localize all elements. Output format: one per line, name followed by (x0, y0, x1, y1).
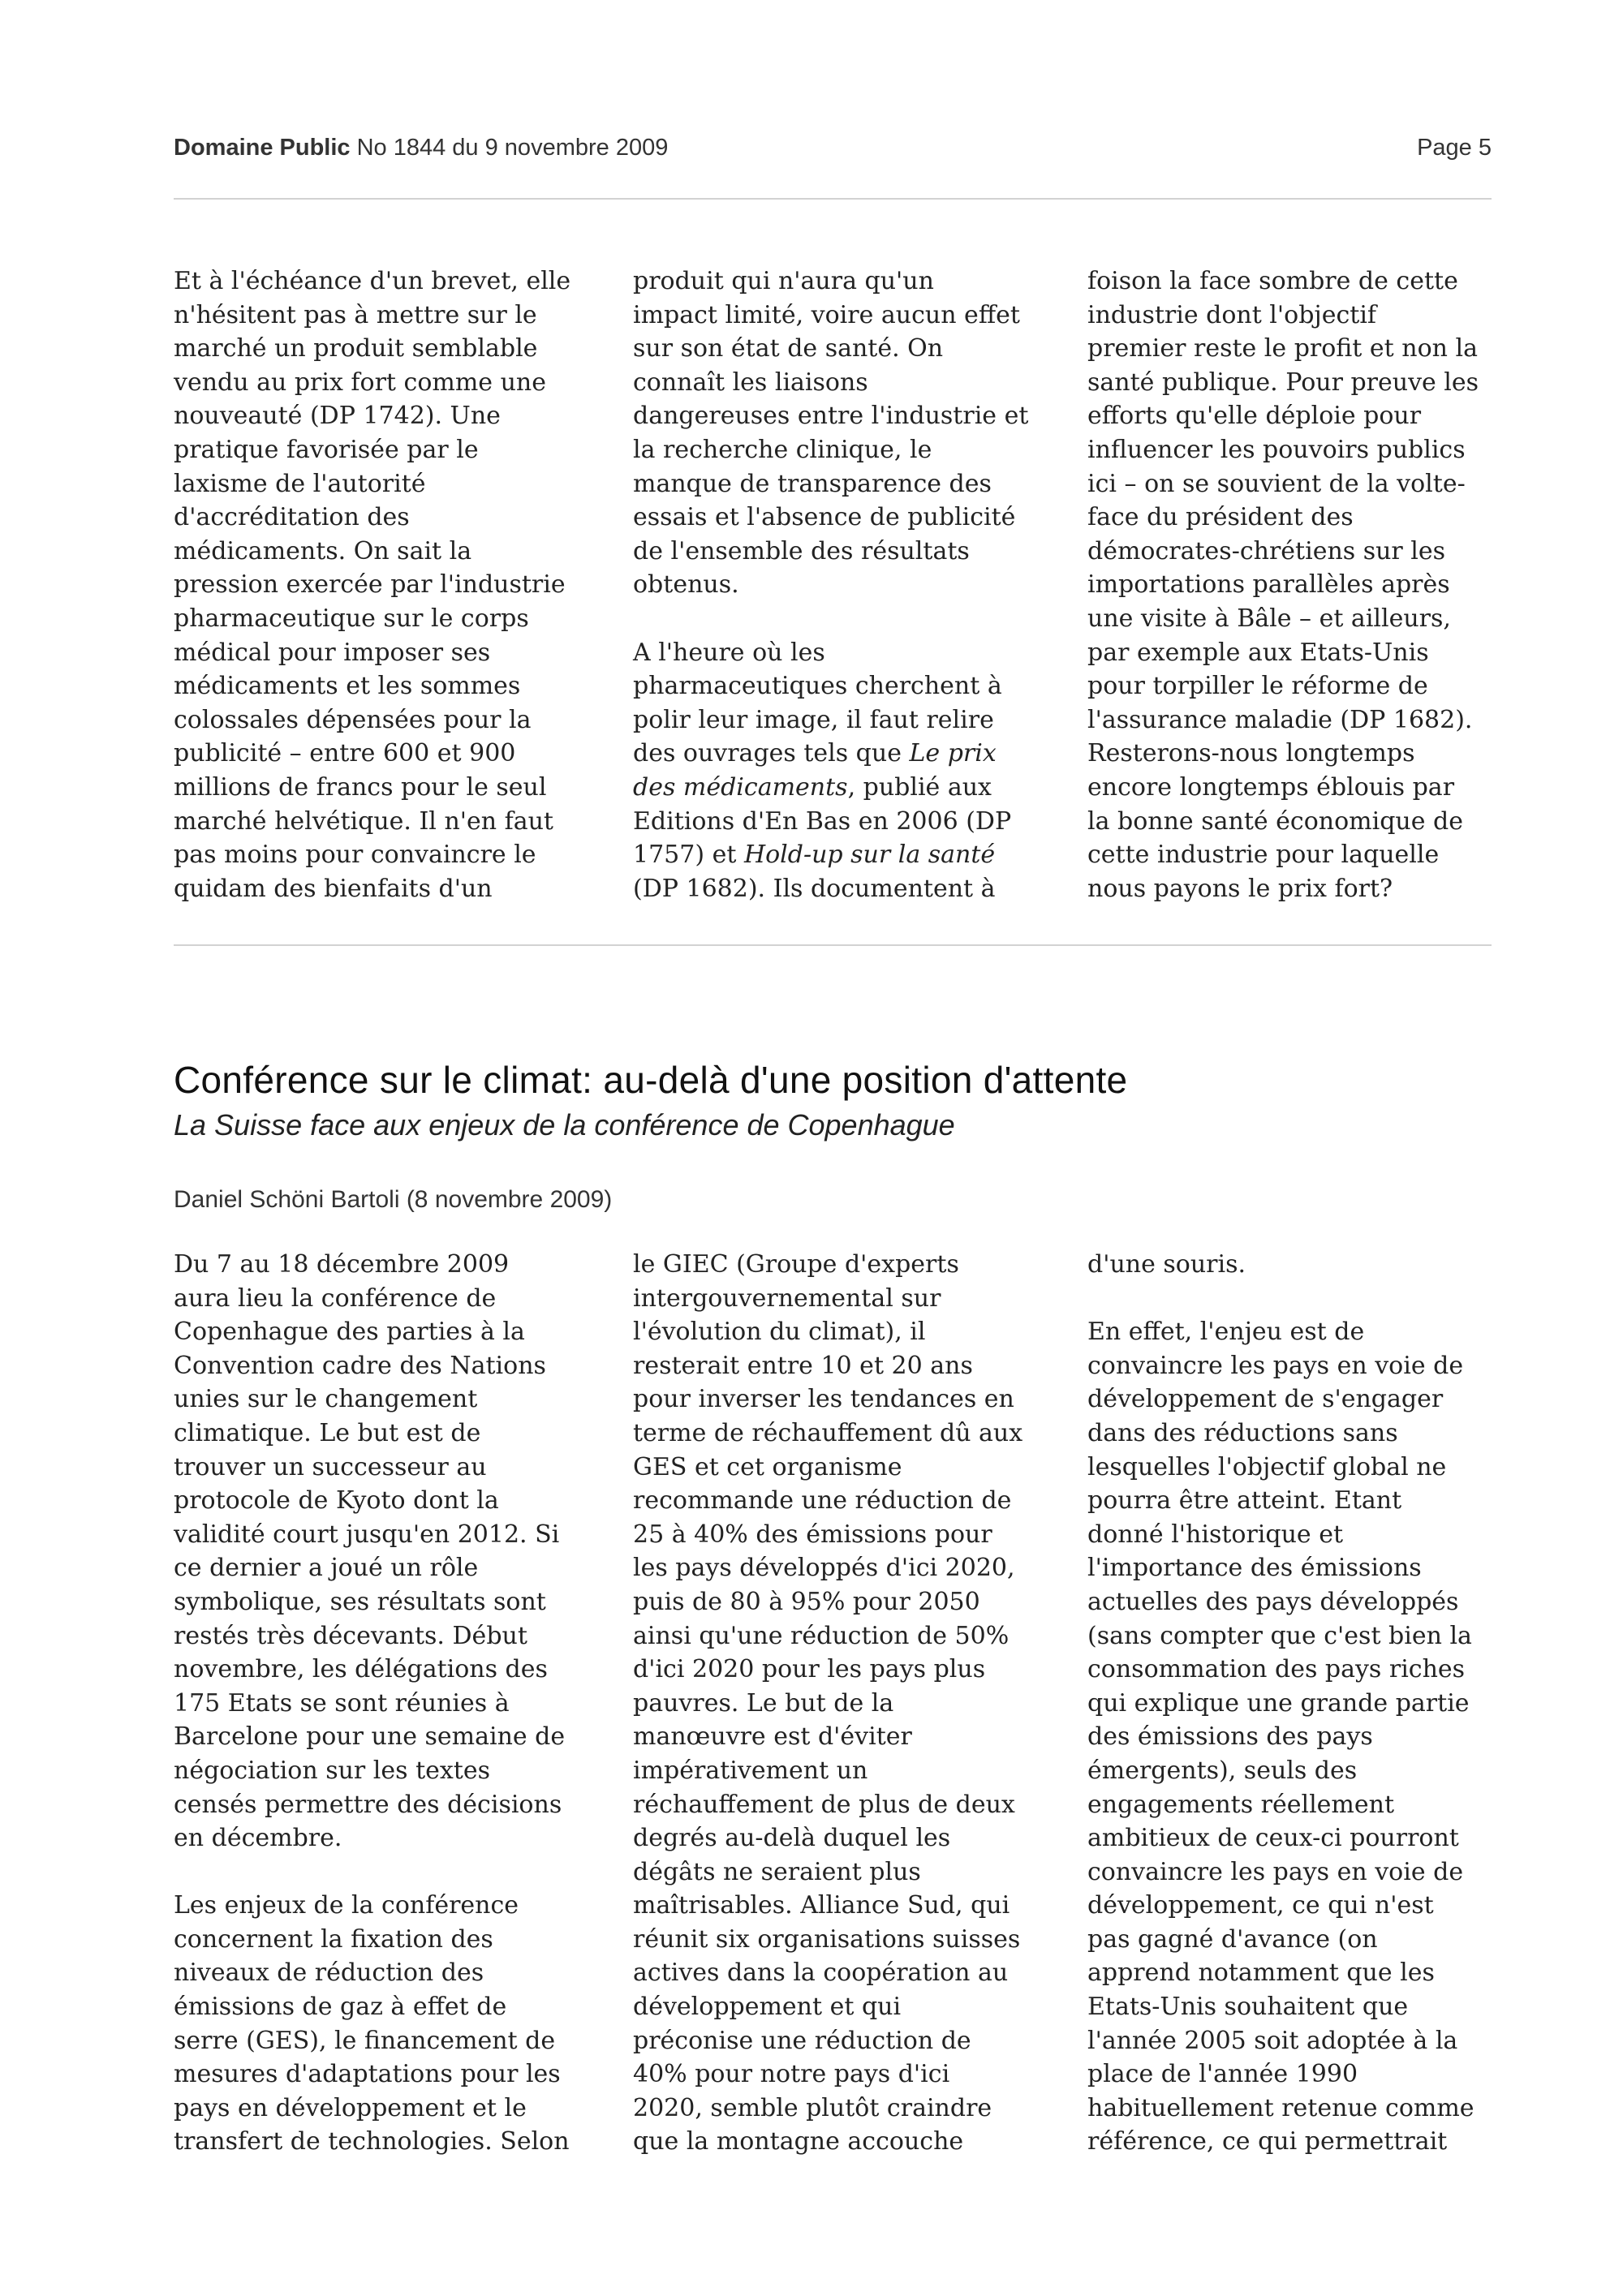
text-line: ambitieux de ceux-ci pourront (1087, 1824, 1459, 1853)
text-line: influencer les pouvoirs publics (1087, 435, 1466, 464)
text-line: censés permettre des décisions (174, 1790, 562, 1819)
text-line: efforts qu'elle déploie pour (1087, 402, 1422, 431)
text-line: face du président des (1087, 503, 1354, 532)
text-line: millions de francs pour le seul (174, 772, 547, 802)
text-line: nous payons le prix fort? (1087, 874, 1393, 903)
text-line: pas gagné d'avance (on (1087, 1924, 1378, 1954)
text-line: impérativement un (633, 1756, 868, 1785)
text-line: d'ici 2020 pour les pays plus (633, 1655, 986, 1684)
book-title: Hold-up sur la santé (743, 841, 996, 870)
text-line: pauvres. Le but de la (633, 1688, 894, 1718)
paragraph (174, 1248, 596, 1855)
article-subtitle: La Suisse face aux enjeux de la conférence de Copenhague (174, 1108, 955, 1142)
paragraph (174, 264, 596, 905)
text-line: trouver un successeur au (174, 1452, 487, 1481)
page-number: Page 5 (1417, 135, 1492, 161)
text-line: qui explique une grande partie (1087, 1688, 1470, 1718)
text-line: Copenhague des parties à la (174, 1318, 525, 1347)
text-line: degrés au-delà duquel les (633, 1824, 951, 1853)
text-line: médicaments. On sait la (174, 536, 472, 565)
text-line: démocrates-chrétiens sur les (1087, 536, 1446, 565)
text-line: vendu au prix fort comme une (174, 368, 546, 397)
paragraph (1087, 1315, 1509, 2159)
text-line: ainsi qu'une réduction de 50% (633, 1621, 1010, 1650)
text-line: mesures d'adaptations pour les (174, 2060, 561, 2089)
text-line: novembre, les délégations des (174, 1655, 548, 1684)
text-line: de l'ensemble des résultats (633, 536, 970, 565)
text-line: dégâts ne seraient plus (633, 1857, 921, 1886)
text-line: par exemple aux Etats-Unis (1087, 638, 1429, 667)
text-line: développement et qui (633, 1993, 902, 2022)
text-line: référence, ce qui permettrait (1087, 2127, 1448, 2156)
text-line: santé publique. Pour preuve les (1087, 368, 1479, 397)
paragraph (1087, 264, 1509, 905)
text-line: pourra être atteint. Etant (1087, 1486, 1402, 1516)
book-title: des médicaments (633, 772, 848, 802)
text-line: 25 à 40% des émissions pour (633, 1520, 992, 1549)
text-line: 175 Etats se sont réunies à (174, 1688, 510, 1718)
text-line: la recherche clinique, le (633, 435, 932, 464)
text-line: que la montagne accouche (633, 2127, 964, 2156)
text-line: quidam des bienfaits d'un (174, 874, 493, 903)
text-line: nouveauté (DP 1742). Une (174, 402, 501, 431)
text-line: actuelles des pays développés (1087, 1587, 1459, 1616)
page-header (174, 135, 1492, 167)
text-line: terme de réchauffement dû aux (633, 1418, 1023, 1447)
text-line: niveaux de réduction des (174, 1958, 484, 1988)
issue-info: No 1844 du 9 novembre 2009 (356, 135, 669, 161)
text-line: protocole de Kyoto dont la (174, 1486, 499, 1516)
text-line: convaincre les pays en voie de (1087, 1351, 1464, 1380)
text-line: réchauffement de plus de deux (633, 1790, 1015, 1819)
text-line: premier reste le profit et non la (1087, 334, 1478, 363)
text-line: industrie dont l'objectif (1087, 300, 1377, 329)
article-title: Conférence sur le climat: au-delà d'une position d'attente (174, 1059, 1128, 1101)
text-line: les pays développés d'ici 2020, (633, 1554, 1015, 1583)
text-line: unies sur le changement (174, 1385, 478, 1414)
text-line: Et à l'échéance d'un brevet, elle (174, 267, 571, 295)
article-column-1 (174, 1248, 596, 2159)
continued-column-1 (174, 264, 596, 905)
text-line: d'une souris. (1087, 1250, 1246, 1279)
text-line: développement, ce qui n'est (1087, 1891, 1434, 1920)
continued-column-3 (1087, 264, 1509, 905)
text-line: pas moins pour convaincre le (174, 841, 536, 870)
text-line: encore longtemps éblouis par (1087, 772, 1455, 802)
text-line: essais et l'absence de publicité (633, 503, 1016, 532)
text-line: négociation sur les textes (174, 1756, 490, 1785)
text-line: maîtrisables. Alliance Sud, qui (633, 1891, 1010, 1920)
text-line: marché un produit semblable (174, 334, 538, 363)
paragraph (633, 1248, 1055, 2159)
paragraph (633, 264, 1055, 602)
text-line: Convention cadre des Nations (174, 1351, 546, 1380)
text-line: actives dans la coopération au (633, 1958, 1009, 1988)
text-line: publicité – entre 600 et 900 (174, 739, 516, 768)
text-line: 2020, semble plutôt craindre (633, 2093, 992, 2122)
text-line: Etats-Unis souhaitent que (1087, 1993, 1409, 2022)
text-line: convaincre les pays en voie de (1087, 1857, 1464, 1886)
text-line: connaît les liaisons (633, 368, 868, 397)
text-line: concernent la fixation des (174, 1924, 493, 1954)
text-line: dans des réductions sans (1087, 1418, 1398, 1447)
text-line: restés très décevants. Début (174, 1621, 527, 1650)
article-column-2 (633, 1248, 1055, 2159)
text-line: dangereuses entre l'industrie et (633, 402, 1029, 431)
text-line: transfert de technologies. Selon (174, 2127, 570, 2156)
paragraph (1087, 1248, 1509, 1282)
text-line: l'évolution du climat), il (633, 1318, 926, 1347)
text-line: obtenus. (633, 570, 739, 600)
text-line: d'accréditation des (174, 503, 410, 532)
text-line: 40% pour notre pays d'ici (633, 2060, 950, 2089)
text-line: importations parallèles après (1087, 570, 1450, 600)
header-divider (174, 198, 1492, 200)
text-line: apprend notamment que les (1087, 1958, 1435, 1988)
book-title: Le prix (909, 739, 997, 768)
text-line: pour torpiller le réforme de (1087, 672, 1428, 701)
paragraph (174, 1889, 596, 2159)
text-line: ce dernier a joué un rôle (174, 1554, 479, 1583)
text-line: colossales dépensées pour la (174, 705, 532, 734)
text-line: la bonne santé économique de (1087, 806, 1463, 836)
paragraph: A l'heure où les pharmaceutiques cherchent à polir leur image, il faut relire des ouvrages tels que Le prix des médicaments, publié aux Editions d'En Bas en 2006 (DP 1757) et Hold-up sur la santé (DP 1682). Ils documentent à (633, 638, 1012, 903)
text-line: pratique favorisée par le (174, 435, 479, 464)
text-line: symbolique, ses résultats sont (174, 1587, 546, 1616)
text-line: impact limité, voire aucun effet (633, 300, 1020, 329)
text-line: produit qui n'aura qu'un (633, 267, 934, 295)
text-line: médicaments et les sommes (174, 672, 521, 701)
text-line: intergouvernemental sur (633, 1283, 941, 1313)
text-line: sur son état de santé. On (633, 334, 944, 363)
text-line: donné l'historique et (1087, 1520, 1344, 1549)
text-line: le GIEC (Groupe d'experts (633, 1250, 959, 1279)
text-line: marché helvétique. Il n'en faut (174, 806, 553, 836)
text-line: préconise une réduction de (633, 2026, 971, 2055)
text-line: lesquelles l'objectif global ne (1087, 1452, 1447, 1481)
text-line: place de l'année 1990 (1087, 2060, 1358, 2089)
text-line: n'hésitent pas à mettre sur le (174, 300, 537, 329)
text-line: GES et cet organisme (633, 1452, 902, 1481)
text-line: Les enjeux de la conférence (174, 1891, 519, 1920)
article-column-3 (1087, 1248, 1509, 2159)
text-line: réunit six organisations suisses (633, 1924, 1021, 1954)
text-line: manœuvre est d'éviter (633, 1722, 912, 1752)
text-line: habituellement retenue comme (1087, 2093, 1474, 2122)
section-divider (174, 944, 1492, 946)
text-line: puis de 80 à 95% pour 2050 (633, 1587, 980, 1616)
text-line: développement de s'engager (1087, 1385, 1444, 1414)
text-line: engagements réellement (1087, 1790, 1395, 1819)
text-line: Du 7 au 18 décembre 2009 (174, 1250, 510, 1279)
text-line: validité court jusqu'en 2012. Si (174, 1520, 560, 1549)
text-line: climatique. Le but est de (174, 1418, 481, 1447)
text-line: En effet, l'enjeu est de (1087, 1318, 1365, 1347)
text-line: émergents), seuls des (1087, 1756, 1358, 1785)
text-line: ici – on se souvient de la volte- (1087, 469, 1466, 498)
text-line: Barcelone pour une semaine de (174, 1722, 566, 1752)
text-line: pays en développement et le (174, 2093, 527, 2122)
text-line: en décembre. (174, 1824, 342, 1853)
text-line: foison la face sombre de cette (1087, 267, 1458, 295)
text-line: l'importance des émissions (1087, 1554, 1422, 1583)
text-line: aura lieu la conférence de (174, 1283, 497, 1313)
text-line: resterait entre 10 et 20 ans (633, 1351, 973, 1380)
text-line: l'année 2005 soit adoptée à la (1087, 2026, 1458, 2055)
publication-name: Domaine Public (174, 135, 351, 161)
text-line: l'assurance maladie (DP 1682). (1087, 705, 1473, 734)
text-line: recommande une réduction de (633, 1486, 1012, 1516)
text-line: des émissions des pays (1087, 1722, 1373, 1752)
text-line: émissions de gaz à effet de (174, 1993, 507, 2022)
text-line: serre (GES), le financement de (174, 2026, 556, 2055)
text-line: manque de transparence des (633, 469, 992, 498)
text-line: pour inverser les tendances en (633, 1385, 1014, 1414)
text-line: laxisme de l'autorité (174, 469, 426, 498)
text-line: cette industrie pour laquelle (1087, 841, 1440, 870)
text-line: pharmaceutique sur le corps (174, 604, 529, 633)
text-line: une visite à Bâle – et ailleurs, (1087, 604, 1451, 633)
text-line: consommation des pays riches (1087, 1655, 1466, 1684)
text-line: pression exercée par l'industrie (174, 570, 566, 600)
text-line: médical pour imposer ses (174, 638, 491, 667)
continued-column-2 (633, 264, 1055, 905)
text-line: (sans compter que c'est bien la (1087, 1621, 1472, 1650)
article-byline: Daniel Schöni Bartoli (8 novembre 2009) (174, 1186, 613, 1213)
text-line: Resterons-nous longtemps (1087, 739, 1415, 768)
